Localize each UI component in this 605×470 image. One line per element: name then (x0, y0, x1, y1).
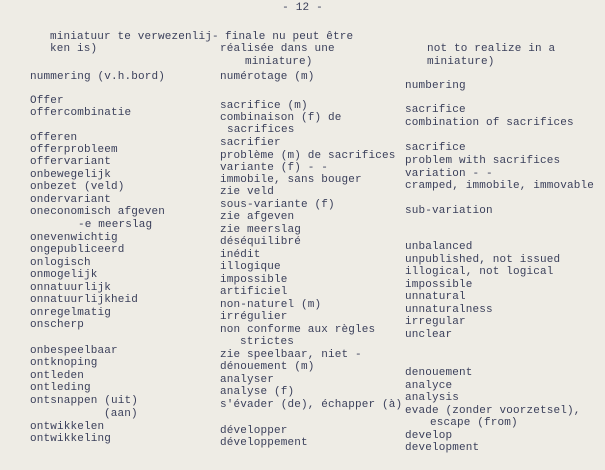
french-term: combinaison (f) de (220, 112, 342, 124)
dutch-term: onevenwichtig (30, 232, 118, 244)
english-term: analysis (405, 392, 460, 404)
french-term: strictes (240, 336, 295, 348)
french-term: variante (f) - - (220, 162, 329, 174)
english-term: denouement (405, 367, 473, 379)
dutch-term: nummering (v.h.bord) (30, 71, 166, 83)
english-term: sacrifice (405, 104, 466, 116)
french-term: zie afgeven (220, 211, 295, 223)
dutch-term: offervariant (30, 156, 112, 168)
french-term: sacrifier (220, 137, 281, 149)
page-number: - 12 - (282, 2, 323, 14)
dutch-term: onbespeelbaar (30, 345, 118, 357)
french-term: impossible (220, 274, 288, 286)
french-term: développer (220, 425, 288, 437)
french-term: réalisée dans une (220, 43, 335, 55)
english-term: sacrifice (405, 142, 466, 154)
french-term: miniature) (245, 56, 313, 68)
french-term: inédit (220, 249, 261, 261)
english-term: unpublished, not issued (405, 254, 561, 266)
dutch-term: ken is) (50, 43, 98, 55)
dutch-term: offerprobleem (30, 144, 118, 156)
dutch-term: ondervariant (30, 194, 112, 206)
dutch-term: ontleden (30, 370, 85, 382)
french-term: problème (m) de sacrifices (220, 150, 396, 162)
dutch-term: ontsnappen (uit) (30, 395, 139, 407)
dutch-term: -e meerslag (78, 219, 153, 231)
french-term: non-naturel (m) (220, 299, 322, 311)
french-term: déséquilibré (220, 236, 302, 248)
english-term: development (405, 442, 480, 454)
dutch-term: onmogelijk (30, 269, 98, 281)
english-term: unclear (405, 329, 453, 341)
french-term: analyse (f) (220, 386, 295, 398)
dutch-term: ontwikkelen (30, 421, 105, 433)
english-term: impossible (405, 279, 473, 291)
english-term: not to realize in a (427, 43, 556, 55)
french-term: irrégulier (220, 311, 288, 323)
dutch-term: (aan) (104, 408, 138, 420)
dutch-term: ontknoping (30, 357, 98, 369)
dutch-term: Offer (30, 95, 64, 107)
english-term: problem with sacrifices (405, 155, 561, 167)
dutch-term: onregelmatig (30, 307, 112, 319)
dutch-term: onlogisch (30, 257, 91, 269)
english-term: irregular (405, 316, 466, 328)
french-term: zie meerslag (220, 224, 302, 236)
dutch-term: onnatuurlijkheid (30, 294, 139, 306)
english-term: sub-variation (405, 205, 493, 217)
french-term: analyser (220, 374, 275, 386)
dutch-term: oneconomisch afgeven (30, 206, 166, 218)
english-term: develop (405, 430, 453, 442)
french-term: dénouement (m) (220, 361, 315, 373)
english-term: miniature) (427, 56, 495, 68)
french-term: zie speelbaar, niet - (220, 349, 362, 361)
french-term: sous-variante (f) (220, 199, 335, 211)
dutch-term: offercombinatie (30, 107, 132, 119)
french-term: sacrifices (227, 124, 295, 136)
english-term: numbering (405, 80, 466, 92)
french-term: numérotage (m) (220, 71, 315, 83)
french-term: développement (220, 437, 308, 449)
dutch-term: miniatuur te verwezenlij- (50, 31, 219, 43)
french-term: immobile, sans bouger (220, 174, 362, 186)
french-term: illogique (220, 261, 281, 273)
dutch-term: ongepubliceerd (30, 244, 125, 256)
french-term: zie veld (220, 186, 275, 198)
english-term: illogical, not logical (405, 266, 554, 278)
english-term: cramped, immobile, immovable (405, 180, 595, 192)
english-term: unnaturalness (405, 304, 493, 316)
dutch-term: onnatuurlijk (30, 282, 112, 294)
french-term: s'évader (de), échapper (à) (220, 399, 403, 411)
english-term: evade (zonder voorzetsel), (405, 405, 581, 417)
dutch-term: onscherp (30, 319, 85, 331)
english-term: unbalanced (405, 241, 473, 253)
english-term: unnatural (405, 291, 466, 303)
french-term: sacrifice (m) (220, 100, 308, 112)
french-term: non conforme aux règles (220, 324, 376, 336)
dutch-term: offeren (30, 132, 78, 144)
french-term: finale nu peut être (225, 31, 354, 43)
dutch-term: ontwikkeling (30, 433, 112, 445)
french-term: artificiel (220, 286, 288, 298)
dutch-term: ontleding (30, 382, 91, 394)
dutch-term: onbezet (veld) (30, 181, 125, 193)
english-term: escape (from) (430, 417, 518, 429)
dutch-term: onbewegelijk (30, 169, 112, 181)
english-term: variation - - (405, 168, 493, 180)
english-term: analyce (405, 380, 453, 392)
english-term: combination of sacrifices (405, 117, 574, 129)
